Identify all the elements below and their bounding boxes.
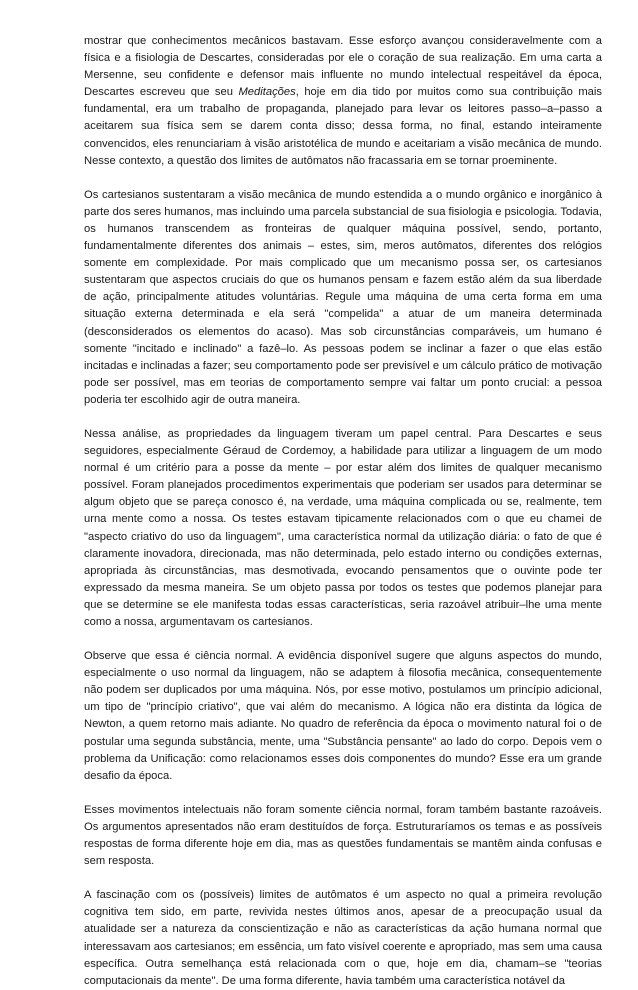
text-segment: Esses movimentos intelectuais não foram somente ciência normal, foram também bastante razoáveis. Os argumentos apresentados não eram destituídos de força. Estruturaríamos os temas e as possíveis respostas de forma diferente hoje em dia, mas as questões fundamentais se mantêm ainda confusas e sem resposta.	[84, 803, 602, 868]
body-text	[84, 33, 602, 990]
paragraph	[84, 426, 602, 631]
text-segment: mostrar que conhecimentos mecânicos bastavam. Esse esforço avançou consideravelmente com a física e a fisiologia de Descartes, consideradas por ele o coração de sua realização. Em uma carta a Mersenne, seu confidente e defensor mais influente no mundo intelectual respeitável da época, Descartes escreveu que seu	[84, 35, 602, 99]
paragraph	[84, 33, 602, 170]
paragraph	[84, 648, 602, 785]
text-segment: Observe que essa é ciência normal. A evidência disponível sugere que alguns aspectos do mundo, especialmente o uso normal da linguagem, não se adaptem à filosofia mecânica, consequentemente não podem ser duplicados por uma máquina. Nós, por esse motivo, postulamos um princípio adicional, um tipo de "princípio criativo", que vai além do mecanismo. A lógica não era distinta da lógica de Newton, a quem retorno mais adiante. No quadro de referência da época o movimento natural foi o de postular uma segunda substância, mente, uma "Substância pensante" ao lado do corpo. Depois vem o problema da Unificação: como relacionamos esses dois componentes do mundo? Esse era um grande desafio da época.	[84, 650, 602, 782]
document-page	[84, 33, 602, 990]
text-segment: Os cartesianos sustentaram a visão mecânica de mundo estendida a o mundo orgânico e inorgânico à parte dos seres humanos, mas incluindo uma parcela substancial de sua fisiologia e psicologia. Todavia, os humanos transcendem as fronteiras de qualquer máquina possível, sendo, portanto, fundamentalmente diferentes dos animais – estes, sim, meros autômatos, diferentes dos relógios somente em complexidade. Por mais complicado que um mecanismo possa ser, os cartesianos sustentaram que aspectos cruciais do que os humanos pensam e fazem estão além da sua liberdade de ação, principalmente atitudes voluntárias. Regule uma máquina de uma certa forma em uma situação externa determinada e ela será "compelida" a atuar de um maneira determinada (desconsiderados os elementos do acaso). Mas sob circunstâncias comparáveis, um humano é somente "incitado e inclinado" a fazê–lo. As pessoas podem se inclinar a fazer o que elas estão incitadas e inclinadas a fazer; seu comportamento pode ser previsível e um cálculo prático de motivação pode ser possível, mas em teorias de comportamento sempre vai faltar um ponto crucial: a pessoa poderia ter escolhido agir de outra maneira.	[84, 188, 603, 406]
text-segment: Nessa análise, as propriedades da linguagem tiveram um papel central. Para Descartes e seus seguidores, especialmente Géraud de Cordemoy, a habilidade para utilizar a linguagem de um modo normal é um critério para a posse da mente – por estar além dos limites de qualquer mecanismo possível. Foram planejados procedimentos experimentais que poderiam ser usados para determinar se algum objeto que se pareça conosco é, na verdade, uma máquina complicada ou se, realmente, tem urna mente como a nossa. Os testes estavam tipicamente relacionados com o que eu chamei de "aspecto criativo do uso da linguagem", uma característica normal da utilização diária: o fato de que é claramente inovadora, direcionada, mas não determinada, pelo estado interno ou condições externas, apropriada às circunstâncias, mas desmotivada, evocando pensamentos que o ouvinte pode ter expressado da mesma maneira. Se um objeto passa por todos os testes que podemos planejar para que se determine se ele manifesta todas essas características, seria razoável atribuir–lhe uma mente como a nossa, argumentavam os cartesianos.	[84, 427, 602, 628]
paragraph	[84, 187, 602, 409]
italic-text: Meditações	[238, 86, 296, 99]
paragraph	[84, 802, 602, 870]
text-segment: , hoje em dia tido por muitos como sua contribuição mais fundamental, era um trabalho de propaganda, planejado para levar os leitores passo–a–passo a aceitarem sua física sem se darem conta disso; dessa forma, no final, estando inteiramente convencidos, eles renunciariam à visão aristotélica de mundo e aceitariam a visão mecânica de mundo. Nesse contexto, a questão dos limites de autômatos não fracassaria em se tornar proeminente.	[84, 86, 602, 167]
text-segment: A fascinação com os (possíveis) limites de autômatos é um aspecto no qual a primeira revolução cognitiva tem sido, em parte, revivida nestes últimos anos, apesar de a preocupação usual da atualidade ser a natureza da conscientização e não as características da ação humana normal que interessavam aos cartesianos; em essência, um fato visível coerente e apropriado, mas sem uma causa específica. Outra semelhança está relacionada com o que, hoje em dia, chamam–se "teorias computacionais da mente". De uma forma diferente, havia também uma característica notável da	[84, 889, 602, 987]
